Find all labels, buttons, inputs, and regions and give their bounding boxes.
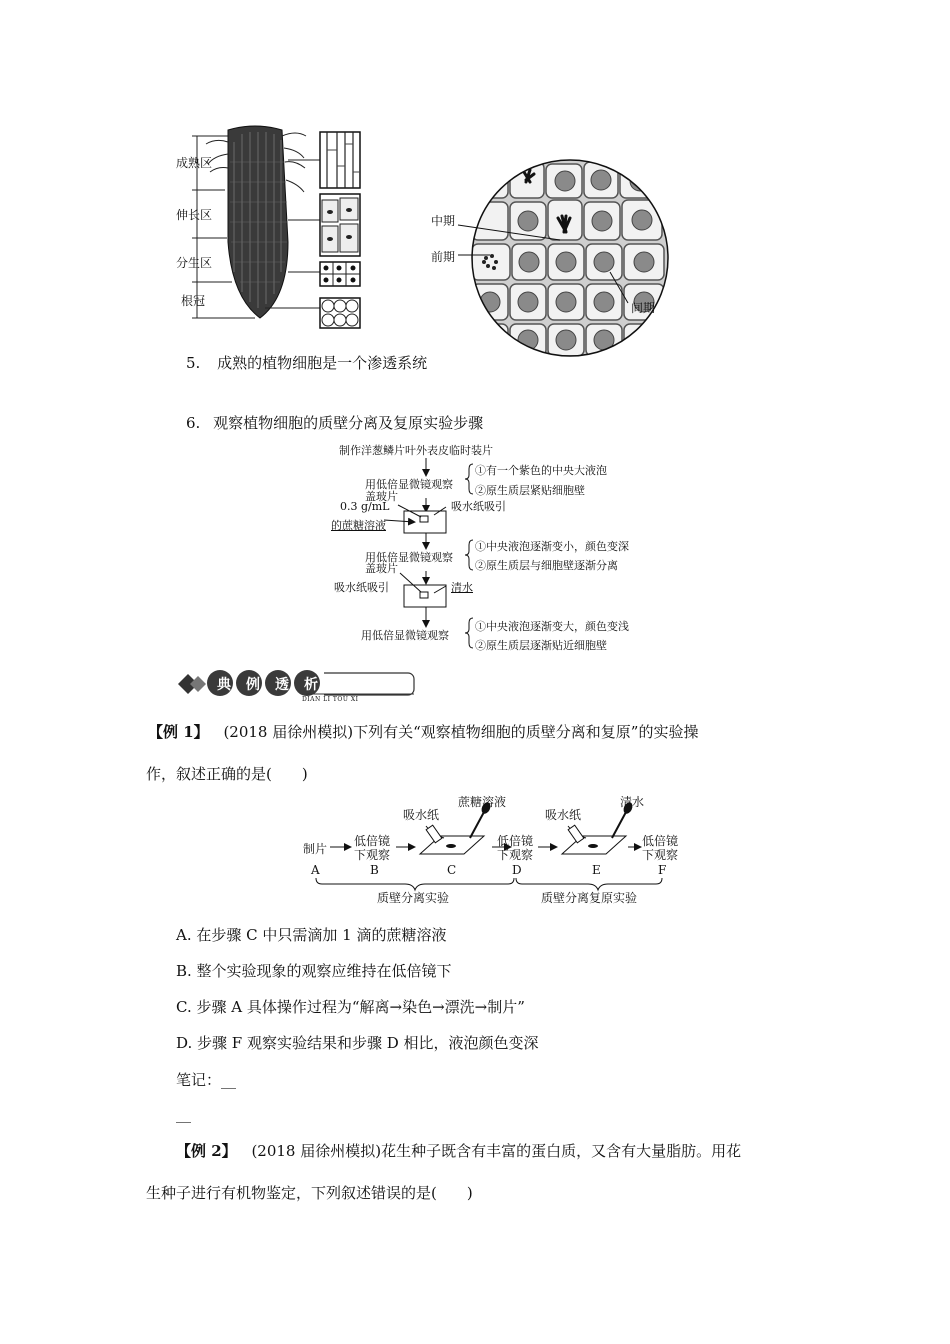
item-6-text: 观察植物细胞的质壁分离及复原实验步骤	[213, 414, 484, 432]
exp-plasmolysis-label: 质壁分离实验	[377, 891, 450, 905]
exp-deplasmolysis-label: 质壁分离复原实验	[541, 891, 638, 905]
example-1-text-1: (2018 届徐州模拟)下列有关“观察植物细胞的质壁分离和复原”的实验操	[223, 723, 699, 741]
mitosis-micrograph	[470, 158, 670, 358]
exp-letter-B: B	[370, 863, 379, 877]
example-2-line-1	[176, 1140, 741, 1161]
flow-observe-1: 用低倍显微镜观察	[365, 478, 453, 491]
item-5	[186, 352, 427, 373]
flow-absorb-2: 吸水纸吸引	[334, 581, 389, 594]
flow-observe-3-b: ②原生质层逐渐贴近细胞壁	[475, 639, 607, 652]
flow-concentration: 0.3 g/mL	[340, 500, 390, 513]
zone-label-maturation: 成熟区	[176, 156, 213, 170]
label-interphase: 间期	[631, 301, 656, 315]
banner-char-3: 透	[275, 677, 289, 693]
option-b: B. 整个实验现象的观察应维持在低倍镜下	[176, 962, 452, 980]
banner-char-4: 析	[304, 677, 318, 693]
flow-observe-2-a: ①中央液泡逐渐变小，颜色变深	[475, 540, 629, 553]
flow-sucrose: 的蔗糖溶液	[331, 519, 386, 532]
example-2-tag: 【例 2】	[176, 1142, 237, 1160]
banner-pinyin: DIAN LI TOU XI	[302, 696, 359, 703]
item-6-number: 6.	[186, 414, 201, 432]
exp-blotting-paper-C: 吸水纸	[403, 808, 440, 822]
flow-step-make-slide: 制作洋葱鳞片叶外表皮临时装片	[339, 444, 493, 457]
flow-observe-1-a: ①有一个紫色的中央大液泡	[475, 464, 607, 477]
exp-low-mag-B-1: 低倍镜	[354, 834, 391, 848]
exp-low-mag-F-2: 下观察	[642, 848, 679, 862]
experiment-lines	[0, 0, 950, 1]
banner-char-2: 例	[246, 677, 260, 693]
zone-label-rootcap: 根冠	[181, 294, 206, 308]
zone-label-elongation: 伸长区	[176, 208, 213, 222]
exp-letter-C: C	[447, 863, 457, 877]
item-5-text: 成熟的植物细胞是一个渗透系统	[217, 354, 428, 372]
example-1-text-2: 作，叙述正确的是( )	[146, 765, 308, 783]
exp-water: 清水	[620, 795, 645, 809]
exp-make-slide: 制片	[303, 842, 328, 856]
item-6	[186, 412, 483, 433]
flow-observe-1-b: ②原生质层紧贴细胞壁	[475, 484, 585, 497]
example-1-tag: 【例 1】	[148, 723, 209, 741]
flow-observe-3: 用低倍显微镜观察	[361, 629, 449, 642]
flow-observe-3-a: ①中央液泡逐渐变大，颜色变浅	[475, 620, 629, 633]
exp-letter-D: D	[512, 863, 522, 877]
option-a: A. 在步骤 C 中只需滴加 1 滴的蔗糖溶液	[176, 926, 447, 944]
exp-low-mag-D-1: 低倍镜	[497, 834, 534, 848]
example-2-text-1: (2018 届徐州模拟)花生种子既含有丰富的蛋白质，又含有大量脂肪。用花	[251, 1142, 742, 1160]
notes-line: __	[176, 1105, 191, 1123]
flow-coverslip-2: 盖玻片	[365, 562, 398, 575]
exp-sucrose-solution: 蔗糖溶液	[458, 795, 507, 809]
exp-letter-E: E	[592, 863, 601, 877]
label-prophase: 前期	[431, 250, 456, 264]
item-5-number: 5.	[186, 354, 201, 372]
banner-char-1: 典	[217, 677, 231, 693]
notes-label: 笔记：__	[176, 1071, 237, 1089]
exp-letter-A: A	[311, 863, 320, 877]
zone-label-meristem: 分生区	[176, 256, 213, 270]
label-metaphase: 中期	[431, 214, 456, 228]
example-2-text-2: 生种子进行有机物鉴定，下列叙述错误的是( )	[146, 1184, 473, 1202]
exp-low-mag-F-1: 低倍镜	[642, 834, 679, 848]
flow-observe-2-b: ②原生质层与细胞壁逐渐分离	[475, 559, 618, 572]
example-1-line-1	[148, 721, 698, 742]
flow-observe-2: 用低倍显微镜观察	[365, 551, 453, 564]
exp-blotting-paper-E: 吸水纸	[545, 808, 582, 822]
exp-low-mag-D-2: 下观察	[497, 848, 534, 862]
flow-coverslip-1: 盖玻片	[365, 490, 398, 503]
flow-water: 清水	[451, 581, 473, 594]
exp-low-mag-B-2: 下观察	[354, 848, 391, 862]
exp-letter-F: F	[658, 863, 667, 877]
option-d: D. 步骤 F 观察实验结果和步骤 D 相比，液泡颜色变深	[176, 1034, 539, 1052]
option-c: C. 步骤 A 具体操作过程为“解离→染色→漂洗→制片”	[176, 998, 525, 1016]
flow-absorb-1: 吸水纸吸引	[451, 500, 506, 513]
